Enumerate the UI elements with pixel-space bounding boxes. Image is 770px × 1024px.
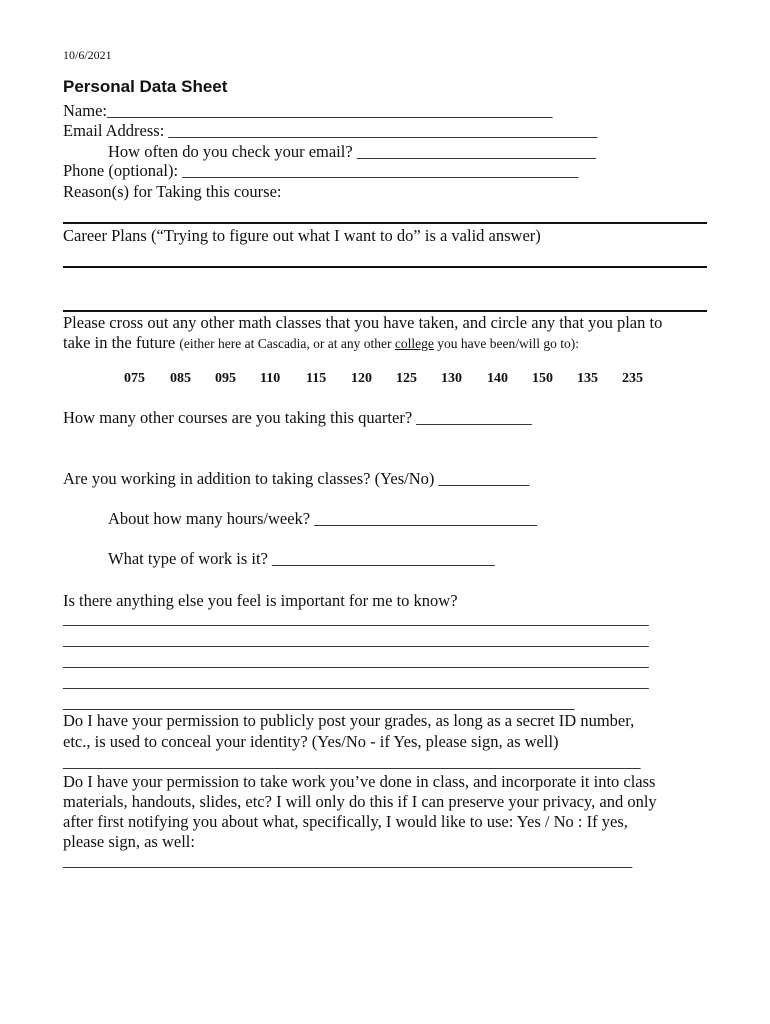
course-number[interactable]: 085 (170, 371, 191, 386)
course-number[interactable]: 150 (532, 371, 553, 386)
work-permission-text-1: Do I have your permission to take work you’ve done in class, and incorporate it into class (63, 772, 656, 791)
reasons-answer-line[interactable] (63, 222, 707, 224)
hours-per-week-field[interactable]: About how many hours/week? ___________________________ (108, 509, 537, 528)
math-instruction-college: college (394, 336, 434, 351)
anything-else-line[interactable]: _______________________________________________________________________ (63, 630, 649, 649)
career-plans-label: Career Plans (“Trying to figure out what I want to do” is a valid answer) (63, 226, 541, 245)
course-number[interactable]: 115 (306, 371, 327, 386)
course-number[interactable]: 140 (487, 371, 508, 386)
phone-field[interactable]: Phone (optional): ________________________________________________ (63, 161, 579, 180)
course-number[interactable]: 075 (124, 371, 145, 386)
course-number[interactable]: 110 (260, 371, 281, 386)
course-number[interactable]: 120 (351, 371, 372, 386)
anything-else-line[interactable]: ______________________________________________________________ (63, 693, 575, 712)
math-instruction-note: (either here at Cascadia, or at any other (179, 336, 395, 351)
work-permission-text-4: please sign, as well: (63, 832, 195, 851)
date-text: 10/6/2021 (63, 48, 112, 62)
email-field[interactable]: Email Address: ____________________________________________________ (63, 121, 598, 140)
course-number[interactable]: 135 (577, 371, 598, 386)
math-instruction-main: take in the future (63, 333, 180, 352)
anything-else-label: Is there anything else you feel is important for me to know? (63, 591, 458, 610)
courses-count-field[interactable]: How many other courses are you taking this quarter? ______________ (63, 408, 532, 427)
page-title: Personal Data Sheet (63, 77, 228, 96)
work-signature-line[interactable]: _____________________________________________________________________ (63, 851, 633, 870)
anything-else-line[interactable]: _______________________________________________________________________ (63, 651, 649, 670)
career-answer-line-2[interactable] (63, 310, 707, 312)
course-number[interactable]: 125 (396, 371, 417, 386)
course-number[interactable]: 130 (441, 371, 462, 386)
grades-permission-text-1: Do I have your permission to publicly post your grades, as long as a secret ID number, (63, 711, 635, 730)
grades-permission-text-2: etc., is used to conceal your identity? (Yes/No - if Yes, please sign, as well) (63, 732, 559, 751)
course-number[interactable]: 235 (622, 371, 643, 386)
career-answer-line-1[interactable] (63, 266, 707, 268)
math-classes-instruction-1: Please cross out any other math classes that you have taken, and circle any that you plan to (63, 313, 663, 332)
math-classes-instruction-2 (63, 333, 579, 354)
anything-else-line[interactable]: _______________________________________________________________________ (63, 609, 649, 628)
course-number[interactable]: 095 (215, 371, 236, 386)
math-course-list (0, 369, 770, 389)
work-type-field[interactable]: What type of work is it? ___________________________ (108, 549, 495, 568)
working-field[interactable]: Are you working in addition to taking classes? (Yes/No) ___________ (63, 469, 530, 488)
math-instruction-note-end: you have been/will go to): (433, 336, 579, 351)
reasons-label: Reason(s) for Taking this course: (63, 182, 282, 201)
work-permission-text-2: materials, handouts, slides, etc? I will only do this if I can preserve your privacy, and only (63, 792, 657, 811)
anything-else-line[interactable]: _______________________________________________________________________ (63, 672, 649, 691)
email-frequency-field[interactable]: How often do you check your email? _____________________________ (108, 142, 597, 161)
grades-signature-line[interactable]: ______________________________________________________________________ (63, 752, 641, 771)
name-field[interactable]: Name:______________________________________________________ (63, 101, 553, 120)
work-permission-text-3: after first notifying you about what, specifically, I would like to use: Yes / No : If yes, (63, 812, 628, 831)
